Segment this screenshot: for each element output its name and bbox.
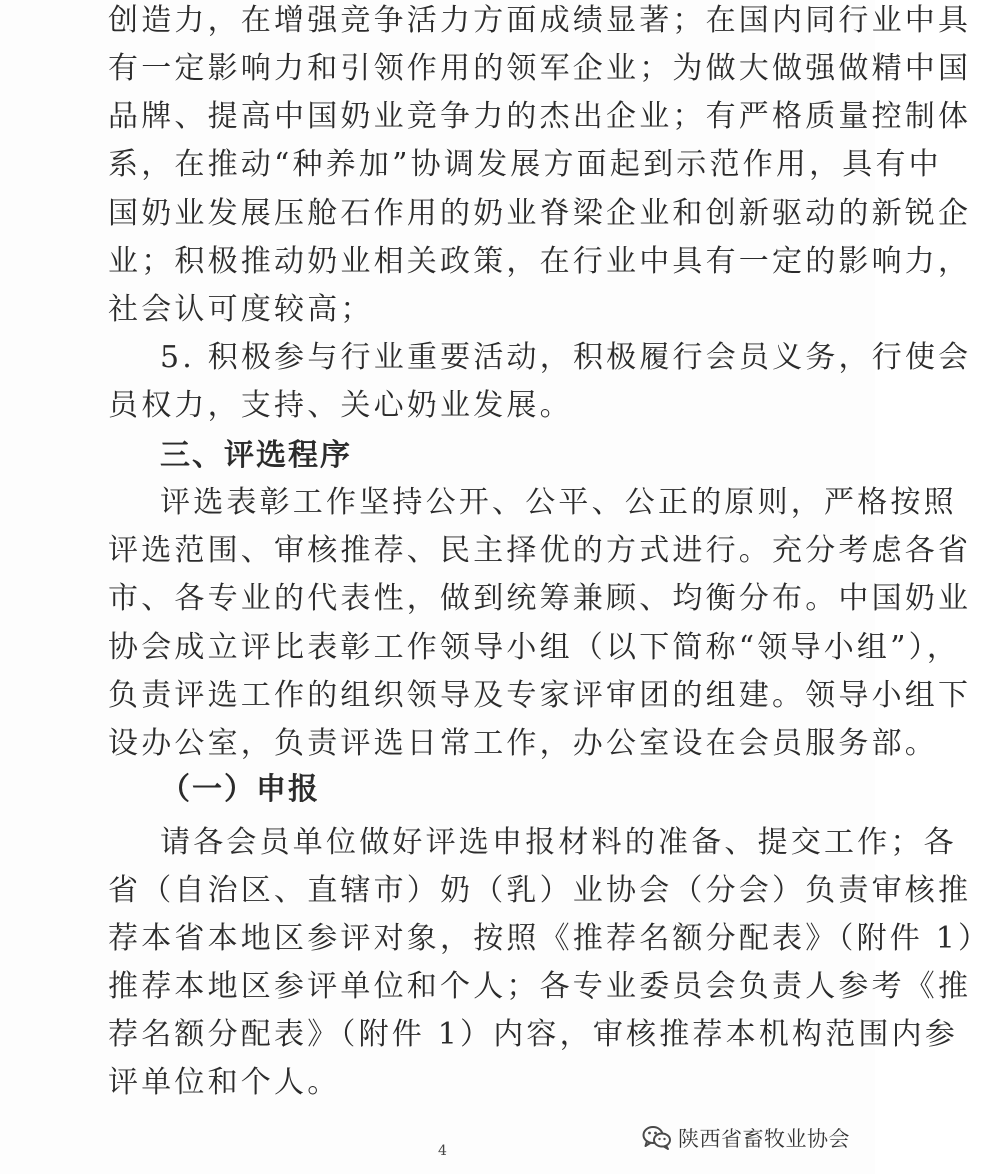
subsection-heading: （一）申报 — [160, 772, 320, 807]
text-line: 5. 积极参与行业重要活动，积极履行会员义务，行使会 — [160, 340, 972, 375]
text-line: 社会认可度较高； — [108, 292, 374, 327]
text-line: 荐本省本地区参评对象，按照《推荐名额分配表》（附件 1） — [108, 921, 991, 956]
text-line: 国奶业发展压舱石作用的奶业脊梁企业和创新驱动的新锐企 — [108, 196, 972, 231]
text-line: 负责评选工作的组织领导及专家评审团的组建。领导小组下 — [108, 678, 972, 713]
text-line: 请各会员单位做好评选申报材料的准备、提交工作；各 — [160, 825, 957, 860]
section-heading: 三、评选程序 — [160, 438, 352, 473]
watermark-text: 陕西省畜牧业协会 — [678, 1127, 850, 1151]
text-line: 推荐本地区参评单位和个人；各专业委员会负责人参考《推 — [108, 969, 972, 1004]
text-line: 评选表彰工作坚持公开、公平、公正的原则，严格按照 — [160, 485, 957, 520]
text-line: 市、各专业的代表性，做到统筹兼顾、均衡分布。中国奶业 — [108, 581, 972, 616]
text-line: 省（自治区、直辖市）奶（乳）业协会（分会）负责审核推 — [108, 873, 972, 908]
text-line: 协会成立评比表彰工作领导小组（以下简称“领导小组”）， — [108, 630, 961, 665]
text-line: 评单位和个人。 — [108, 1065, 341, 1100]
watermark — [642, 1120, 850, 1156]
text-line: 有一定影响力和引领作用的领军企业；为做大做强做精中国 — [108, 51, 972, 86]
text-line: 设办公室，负责评选日常工作，办公室设在会员服务部。 — [108, 726, 938, 761]
text-line: 评选范围、审核推荐、民主择优的方式进行。充分考虑各省 — [108, 533, 972, 568]
text-line: 荐名额分配表》（附件 1）内容，审核推荐本机构范围内参 — [108, 1017, 959, 1052]
wechat-icon — [642, 1125, 672, 1151]
text-line: 品牌、提高中国奶业竞争力的杰出企业；有严格质量控制体 — [108, 99, 972, 134]
text-line: 业；积极推动奶业相关政策，在行业中具有一定的影响力， — [108, 244, 972, 279]
text-line: 创造力，在增强竞争活力方面成绩显著；在国内同行业中具 — [108, 3, 972, 38]
page-number: 4 — [438, 1143, 447, 1159]
text-line: 系，在推动“种养加”协调发展方面起到示范作用，具有中 — [108, 147, 942, 182]
text-line: 员权力，支持、关心奶业发展。 — [108, 388, 573, 423]
